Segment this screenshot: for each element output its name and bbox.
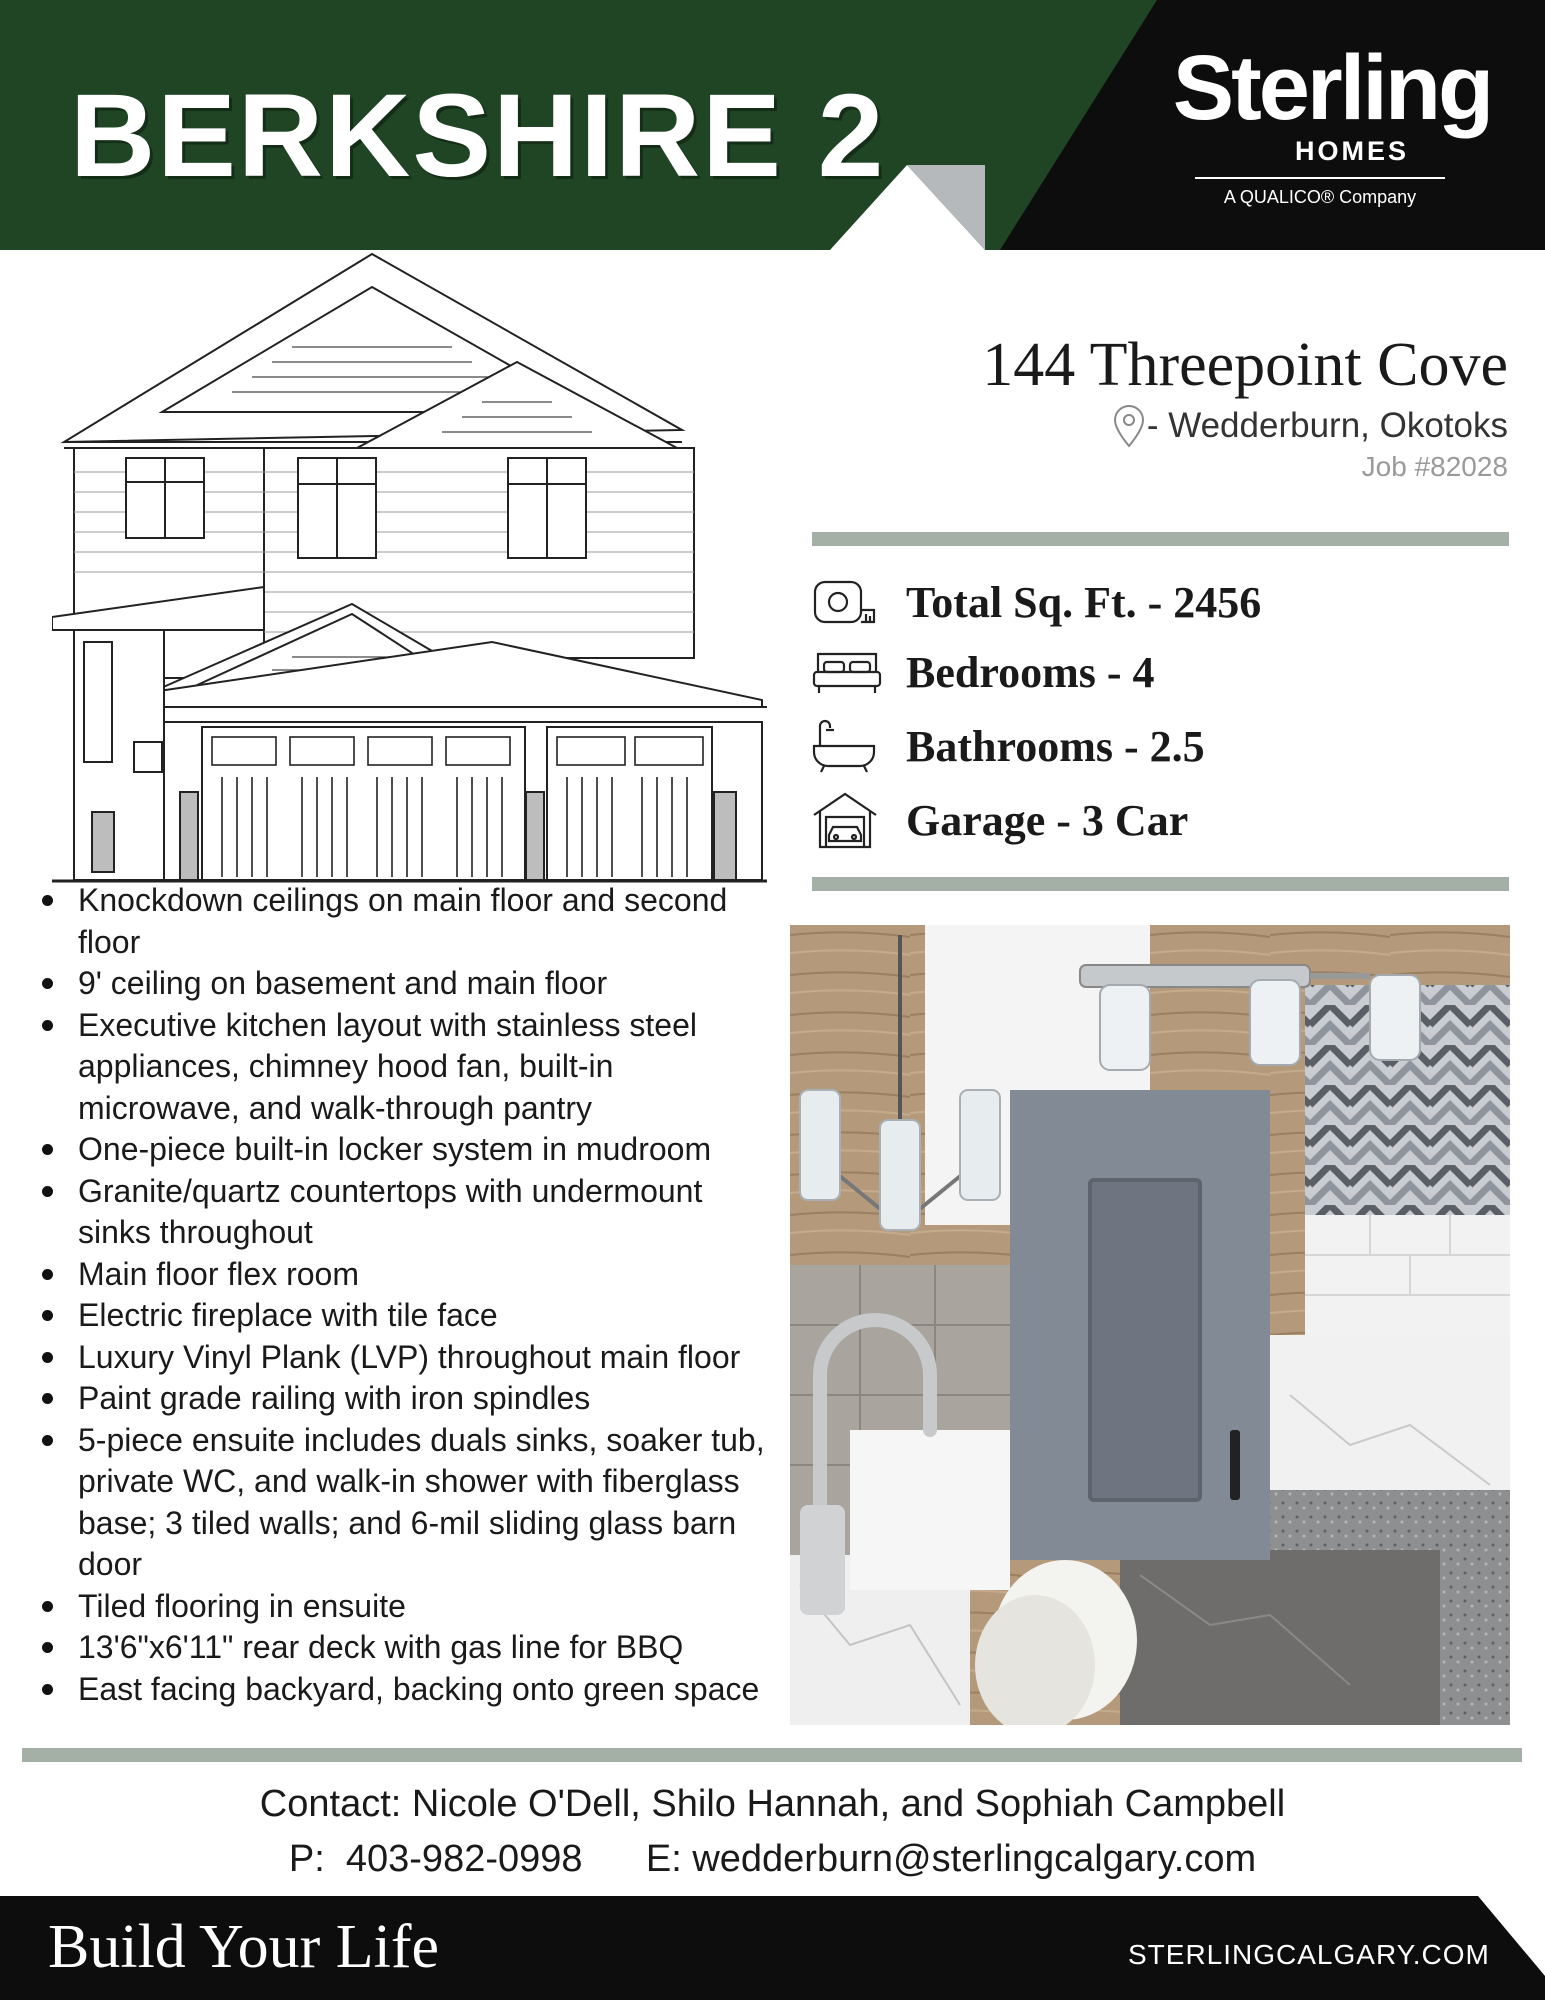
spec-bathrooms xyxy=(812,718,1205,774)
listing-location xyxy=(1111,404,1508,448)
model-title: BERKSHIRE 2 xyxy=(70,70,886,202)
list-item: Main floor flex room xyxy=(38,1254,778,1296)
contact-phone-email: P: 403-982-0998 E: wedderburn@sterlingcalgary.com xyxy=(288,1838,1257,1880)
spec-bathrooms-label: Bathrooms - 2.5 xyxy=(906,721,1205,771)
spec-garage-label: Garage - 3 Car xyxy=(906,795,1189,845)
contact-names: Contact: Nicole O'Dell, Shilo Hannah, and Sophiah Campbell xyxy=(259,1783,1286,1825)
list-item: Executive kitchen layout with stainless steel appliances, chimney hood fan, built-in microwave, and walk-through pantry xyxy=(38,1005,778,1130)
list-item: 13'6"x6'11" rear deck with gas line for BBQ xyxy=(38,1627,778,1669)
brand-logo-sub: HOMES xyxy=(1294,136,1409,166)
spec-sqft xyxy=(812,574,1261,630)
slogan: Build Your Life xyxy=(48,1913,439,1981)
job-number: Job #82028 xyxy=(1361,451,1508,482)
list-item: East facing backyard, backing onto green space xyxy=(38,1669,778,1711)
map-pin-icon xyxy=(1111,404,1147,448)
tape-measure-icon xyxy=(812,574,884,630)
list-item: Tiled flooring in ensuite xyxy=(38,1586,778,1628)
list-item: 5-piece ensuite includes duals sinks, soaker tub, private WC, and walk-in shower with fiberglass base; 3 tiled walls; and 6-mil sliding glass barn door xyxy=(38,1420,778,1586)
divider xyxy=(812,532,1509,546)
list-item: Knockdown ceilings on main floor and second floor xyxy=(38,880,778,963)
spec-bedrooms-label: Bedrooms - 4 xyxy=(906,647,1155,697)
list-item: Paint grade railing with iron spindles xyxy=(38,1378,778,1420)
divider xyxy=(22,1748,1522,1762)
finishes-mood-board xyxy=(790,925,1510,1725)
listing-address: 144 Threepoint Cove xyxy=(982,331,1508,399)
spec-garage xyxy=(812,792,1188,848)
features-list xyxy=(38,880,778,1710)
website-link[interactable]: STERLINGCALGARY.COM xyxy=(1128,1939,1490,1970)
brand-logo-rule xyxy=(1195,177,1445,179)
list-item: One-piece built-in locker system in mudroom xyxy=(38,1129,778,1171)
bed-icon xyxy=(812,644,884,700)
divider xyxy=(812,877,1509,891)
brand-logo: Sterling xyxy=(1172,37,1492,139)
bathtub-icon xyxy=(812,718,884,774)
brand-tagline: A QUALICO® Company xyxy=(1223,187,1417,207)
list-item: 9' ceiling on basement and main floor xyxy=(38,963,778,1005)
house-elevation-drawing xyxy=(52,252,777,884)
garage-icon xyxy=(812,792,884,848)
list-item: Electric fireplace with tile face xyxy=(38,1295,778,1337)
list-item: Luxury Vinyl Plank (LVP) throughout main floor xyxy=(38,1337,778,1379)
spec-sqft-label: Total Sq. Ft. - 2456 xyxy=(906,577,1262,627)
listing-location-text: - Wedderburn, Okotoks xyxy=(1146,406,1508,445)
spec-bedrooms xyxy=(812,644,1155,700)
list-item: Granite/quartz countertops with undermount sinks throughout xyxy=(38,1171,778,1254)
